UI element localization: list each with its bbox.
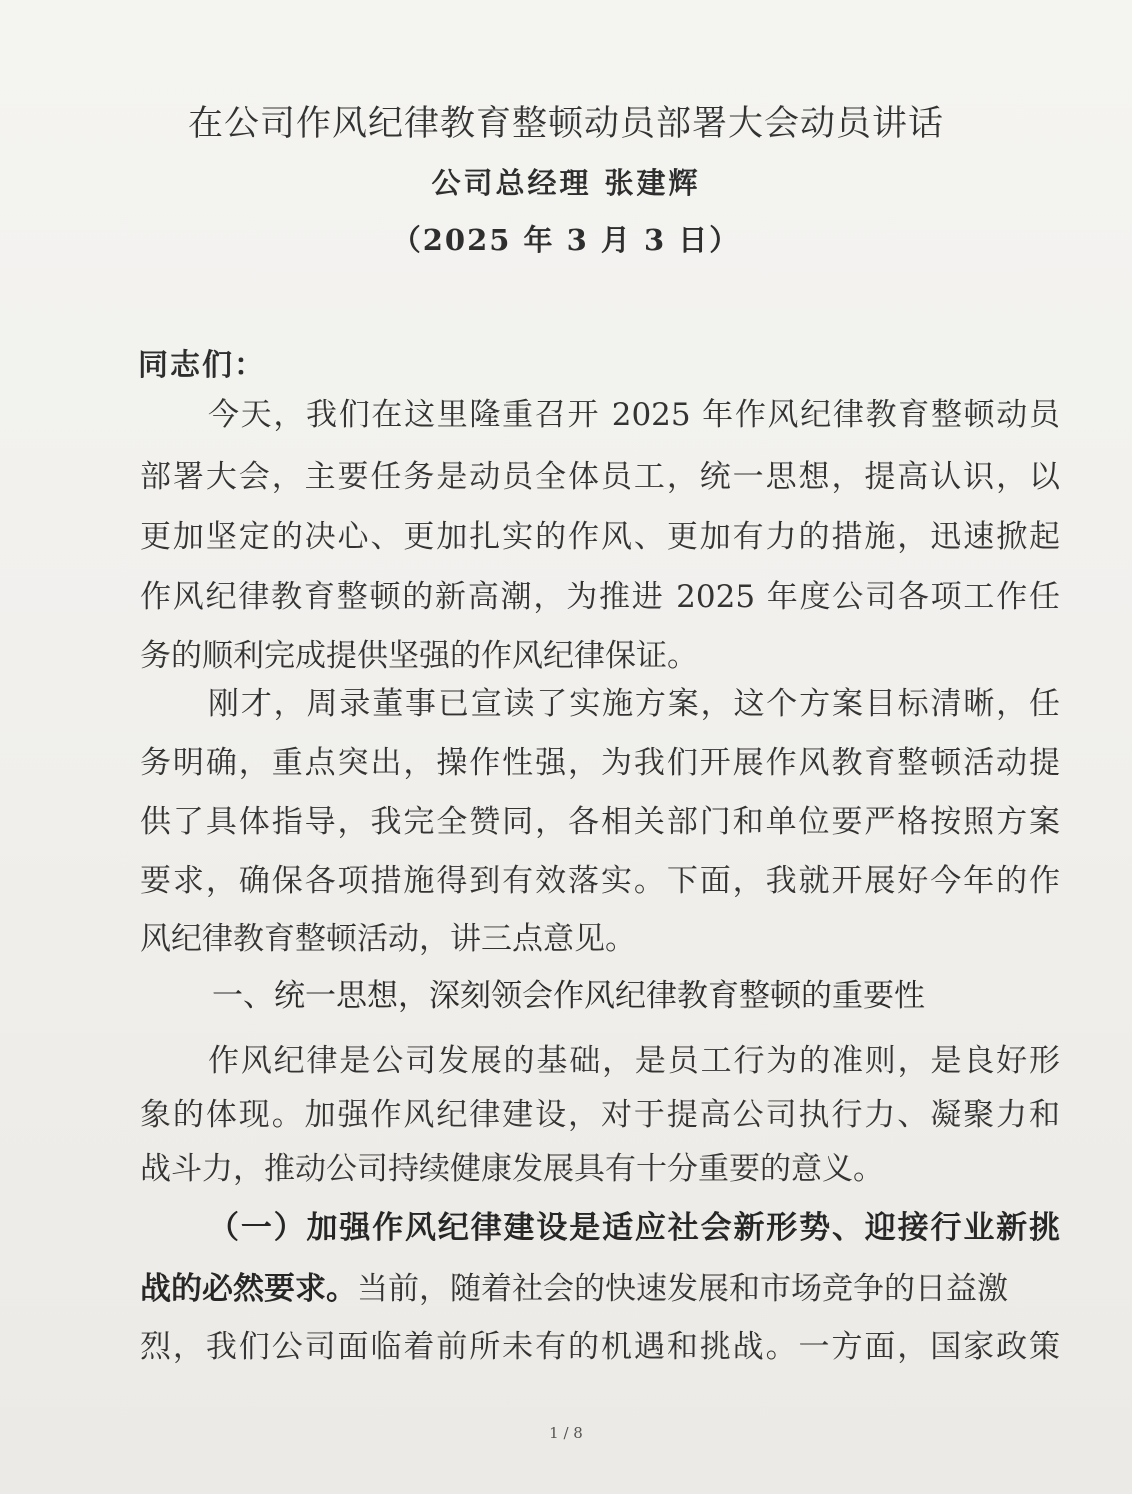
document-title: 在公司作风纪律教育整顿动员部署大会动员讲话 (187, 104, 944, 144)
paragraph-2-line-1: 刚才，周录董事已宣读了实施方案，这个方案目标清晰，任 (208, 686, 1060, 722)
section-heading-1: 一、统一思想，深刻领会作风纪律教育整顿的重要性 (212, 978, 925, 1014)
paragraph-4-line-2-rest: 当前，随着社会的快速发展和市场竞争的日益激 (357, 1271, 1008, 1307)
paragraph-1-line-2: 部署大会，主要任务是动员全体员工，统一思想，提高认识，以 (140, 459, 1060, 495)
paragraph-3-line-3: 战斗力，推动公司持续健康发展具有十分重要的意义。 (140, 1151, 884, 1187)
paragraph-2-line-5: 风纪律教育整顿活动，讲三点意见。 (140, 921, 636, 957)
paragraph-2-line-4: 要求，确保各项措施得到有效落实。下面，我就开展好今年的作 (140, 863, 1060, 899)
salutation: 同志们： (138, 348, 266, 383)
paragraph-3-line-2: 象的体现。加强作风纪律建设，对于提高公司执行力、凝聚力和 (140, 1097, 1060, 1133)
paragraph-4-line-3: 烈，我们公司面临着前所未有的机遇和挑战。一方面，国家政策 (140, 1329, 1060, 1365)
paragraph-1-line-3: 更加坚定的决心、更加扎实的作风、更加有力的措施，迅速掀起 (140, 519, 1060, 555)
paragraph-4-line-1-bold: （一）加强作风纪律建设是适应社会新形势、迎接行业新挑 (208, 1210, 1060, 1246)
paragraph-3-line-1: 作风纪律是公司发展的基础，是员工行为的准则，是良好形 (208, 1043, 1060, 1079)
date-line: （2025 年 3 月 3 日） (391, 223, 741, 257)
paragraph-2-line-3: 供了具体指导，我完全赞同，各相关部门和单位要严格按照方案 (140, 804, 1060, 840)
paragraph-4-line-2 (140, 1268, 1008, 1310)
paragraph-2-line-2: 务明确，重点突出，操作性强，为我们开展作风教育整顿活动提 (140, 745, 1060, 781)
paragraph-4-bold-lead: 战的必然要求。 (140, 1271, 357, 1307)
page-number: 1 / 8 (549, 1424, 583, 1442)
paragraph-1-line-5: 务的顺利完成提供坚强的作风纪律保证。 (140, 638, 698, 674)
paragraph-1-line-1: 今天，我们在这里隆重召开 2025 年作风纪律教育整顿动员 (208, 397, 1060, 433)
author-line: 公司总经理 张建辉 (431, 166, 701, 200)
paragraph-1-line-4: 作风纪律教育整顿的新高潮，为推进 2025 年度公司各项工作任 (140, 579, 1060, 615)
